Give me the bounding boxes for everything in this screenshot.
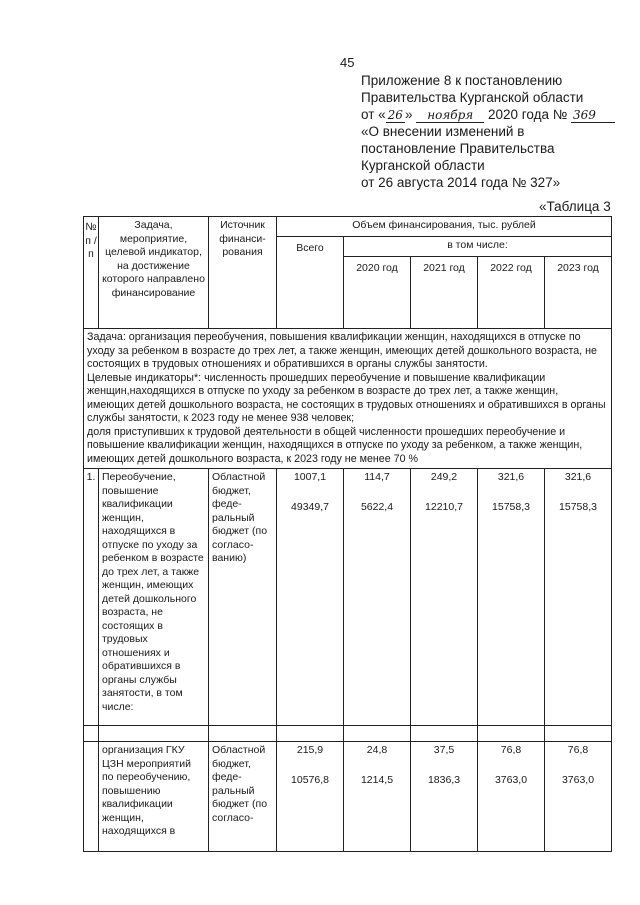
handwritten-number: 369 — [571, 109, 615, 123]
header-volume: Объем финансирования, тыс. рублей — [277, 217, 612, 237]
date-prefix: от « — [361, 107, 386, 122]
header-including: в том числе: — [344, 237, 612, 257]
appendix-date-line — [361, 106, 631, 123]
row-2023: 321,6 15758,3 — [545, 469, 612, 726]
row-num: 1. — [84, 469, 99, 726]
header-num: № п /п — [84, 217, 99, 329]
appendix-line-5: постановление Правительства — [361, 141, 555, 156]
appendix-line-7: от 26 августа 2014 года № 327» — [361, 175, 561, 190]
row-total: 1007,1 49349,7 — [277, 469, 344, 726]
handwritten-day: 26 — [387, 108, 403, 122]
row-total: 215,9 10576,8 — [277, 742, 344, 852]
row-2020: 24,8 1214,5 — [344, 742, 411, 852]
header-task: Задача, мероприятие, целевой индикатор, на достижение которого направлено финансирование — [99, 217, 209, 329]
header-source: Источник финанси-рования — [209, 217, 277, 329]
handwritten-month: ноября — [416, 109, 484, 123]
task-description-cell — [84, 329, 612, 469]
share-text: доля приступивших к трудовой деятельности в общей численности прошедших переобучение и повышение квалификации женщин, находящихся в отпуске по уходу за ребенком, а также женщин, имеющих детей дошкольного возраста, к 2023 году не менее 70 % — [87, 425, 583, 465]
header-year-2022: 2022 год — [478, 257, 545, 329]
row-2020: 114,7 5622,4 — [344, 469, 411, 726]
task-text: Задача: организация переобучения, повышения квалификации женщин, находящихся в отпуске по уходу за ребенком в возрасте до трех лет, а также женщин, имеющих детей дошкольного возраста, не состоящих в трудовых отношениях и обратившихся в органы службы занятости. — [87, 331, 597, 370]
row-2022: 76,8 3763,0 — [478, 742, 545, 852]
header-total: Всего — [277, 237, 344, 329]
table-row — [84, 742, 612, 852]
row-2021: 37,5 1836,3 — [411, 742, 478, 852]
row-source: Областной бюджет, феде-ральный бюджет (по согласо- — [209, 742, 277, 852]
page-number: 45 — [340, 55, 355, 70]
header-year-2021: 2021 год — [411, 257, 478, 329]
appendix-line-2: Правительства Курганской области — [361, 90, 584, 105]
appendix-line-4: «О внесении изменений в — [361, 124, 525, 139]
row-num — [84, 742, 99, 852]
appendix-line-1: Приложение 8 к постановлению — [361, 73, 563, 88]
row-task: организация ГКУ ЦЗН мероприятий по переобучению, повышению квалификации женщин, находящихся в — [99, 742, 209, 852]
row-2021: 249,2 12210,7 — [411, 469, 478, 726]
table-title: «Таблица 3 — [539, 199, 611, 214]
appendix-header — [361, 72, 631, 191]
table-row — [84, 469, 612, 726]
financing-table — [83, 216, 612, 852]
row-source: Областной бюджет, феде-ральный бюджет (по согласо-ванию) — [209, 469, 277, 726]
row-2023: 76,8 3763,0 — [545, 742, 612, 852]
row-task: Переобучение, повышение квалификации женщин, находящихся в отпуске по уходу за ребенком в возрасте до трех лет, а также женщин, имеющих детей дошкольного возраста, не состоящих в трудовых отношениях и обратившихся в органы службы занятости, в том числе: — [99, 469, 209, 726]
year-text: 2020 года № — [487, 107, 568, 122]
quote-close: » — [404, 107, 413, 122]
row-2022: 321,6 15758,3 — [478, 469, 545, 726]
header-year-2020: 2020 год — [344, 257, 411, 329]
indicators-text: Целевые индикаторы*: численность прошедших переобучение и повышение квалификации женщин,находящихся в отпуске по уходу за ребенком в возрасте до трех лет, а также женщин, имеющих детей дошкольного возраста, не состоящих в трудовых отношениях и обратившихся в органы службы занятости, к 2023 году не менее 938 человек; — [87, 371, 606, 424]
appendix-line-6: Курганской области — [361, 158, 485, 173]
header-year-2023: 2023 год — [545, 257, 612, 329]
